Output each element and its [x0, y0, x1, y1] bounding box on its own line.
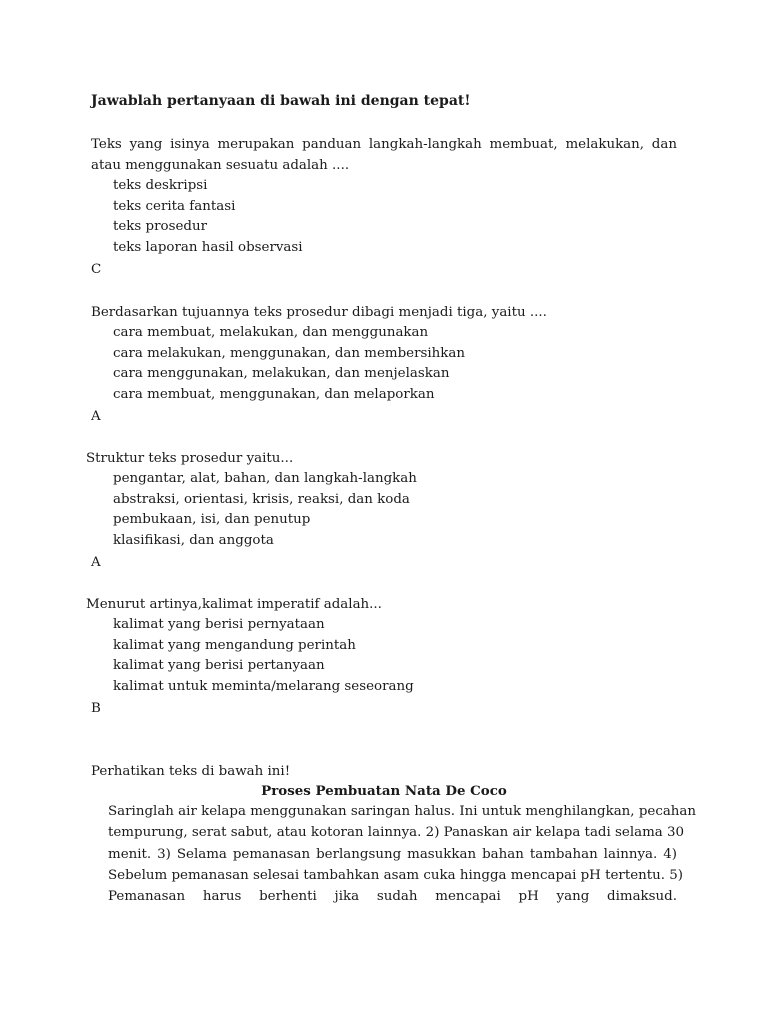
instruction-heading: Jawablah pertanyaan di bawah ini dengan tepat!	[91, 93, 471, 109]
question-3-options	[86, 469, 672, 552]
question-2	[91, 302, 677, 427]
passage-line: Pemanasan harus berhenti jika sudah mencapai pH yang dimaksud.	[108, 889, 677, 905]
question-3-stem: Struktur teks prosedur yaitu...	[86, 451, 294, 466]
option: pengantar, alat, bahan, dan langkah-langkah	[113, 471, 417, 486]
option: kalimat untuk meminta/melarang seseorang	[113, 679, 414, 695]
option: klasifikasi, dan anggota	[113, 533, 274, 549]
question-1-stem: Teks yang isinya merupakan panduan langkah-langkah membuat, melakukan, dan atau menggunakan sesuatu adalah ....	[91, 137, 677, 173]
question-4-stem: Menurut artinya,kalimat imperatif adalah...	[86, 597, 382, 612]
question-2-stem: Berdasarkan tujuannya teks prosedur dibagi menjadi tiga, yaitu ....	[91, 305, 547, 320]
question-3	[86, 448, 672, 573]
option: kalimat yang mengandung perintah	[113, 637, 356, 653]
option: kalimat yang berisi pernyataan	[113, 617, 325, 632]
reading-title: Proses Pembuatan Nata De Coco	[261, 783, 507, 799]
passage-line: Sebelum pemanasan selesai tambahkan asam cuka hingga mencapai pH tertentu. 5)	[108, 867, 684, 883]
option: cara melakukan, menggunakan, dan membersihkan	[113, 345, 465, 361]
option: cara membuat, melakukan, dan menggunakan	[113, 325, 429, 340]
question-3-answer: A	[91, 554, 101, 570]
question-4-options	[86, 615, 672, 698]
option: cara membuat, menggunakan, dan melaporkan	[113, 387, 435, 403]
passage-line: menit. 3) Selama pemanasan berlangsung masukkan bahan tambahan lainnya. 4)	[108, 846, 677, 862]
question-2-answer: A	[91, 408, 101, 424]
option: kalimat yang berisi pertanyaan	[113, 658, 325, 674]
question-4	[86, 594, 672, 719]
question-4-answer: B	[91, 700, 101, 716]
option: teks deskripsi	[113, 178, 208, 193]
option: teks laporan hasil observasi	[113, 240, 303, 256]
option: teks cerita fantasi	[113, 198, 236, 214]
passage-line: Saringlah air kelapa menggunakan saringan halus. Ini untuk menghilangkan, pecahan	[108, 804, 697, 819]
question-1-answer: C	[91, 261, 102, 277]
option: cara menggunakan, melakukan, dan menjelaskan	[113, 366, 450, 382]
question-1	[91, 134, 677, 280]
option: pembukaan, isi, dan penutup	[113, 512, 311, 528]
passage-line: tempurung, serat sabut, atau kotoran lainnya. 2) Panaskan air kelapa tadi selama 30	[108, 825, 685, 841]
option: abstraksi, orientasi, krisis, reaksi, dan koda	[113, 491, 410, 507]
reading-passage	[108, 801, 697, 907]
option: teks prosedur	[113, 219, 207, 235]
reading-instruction: Perhatikan teks di bawah ini!	[91, 764, 291, 779]
question-1-options	[91, 176, 677, 259]
question-2-options	[91, 323, 677, 406]
